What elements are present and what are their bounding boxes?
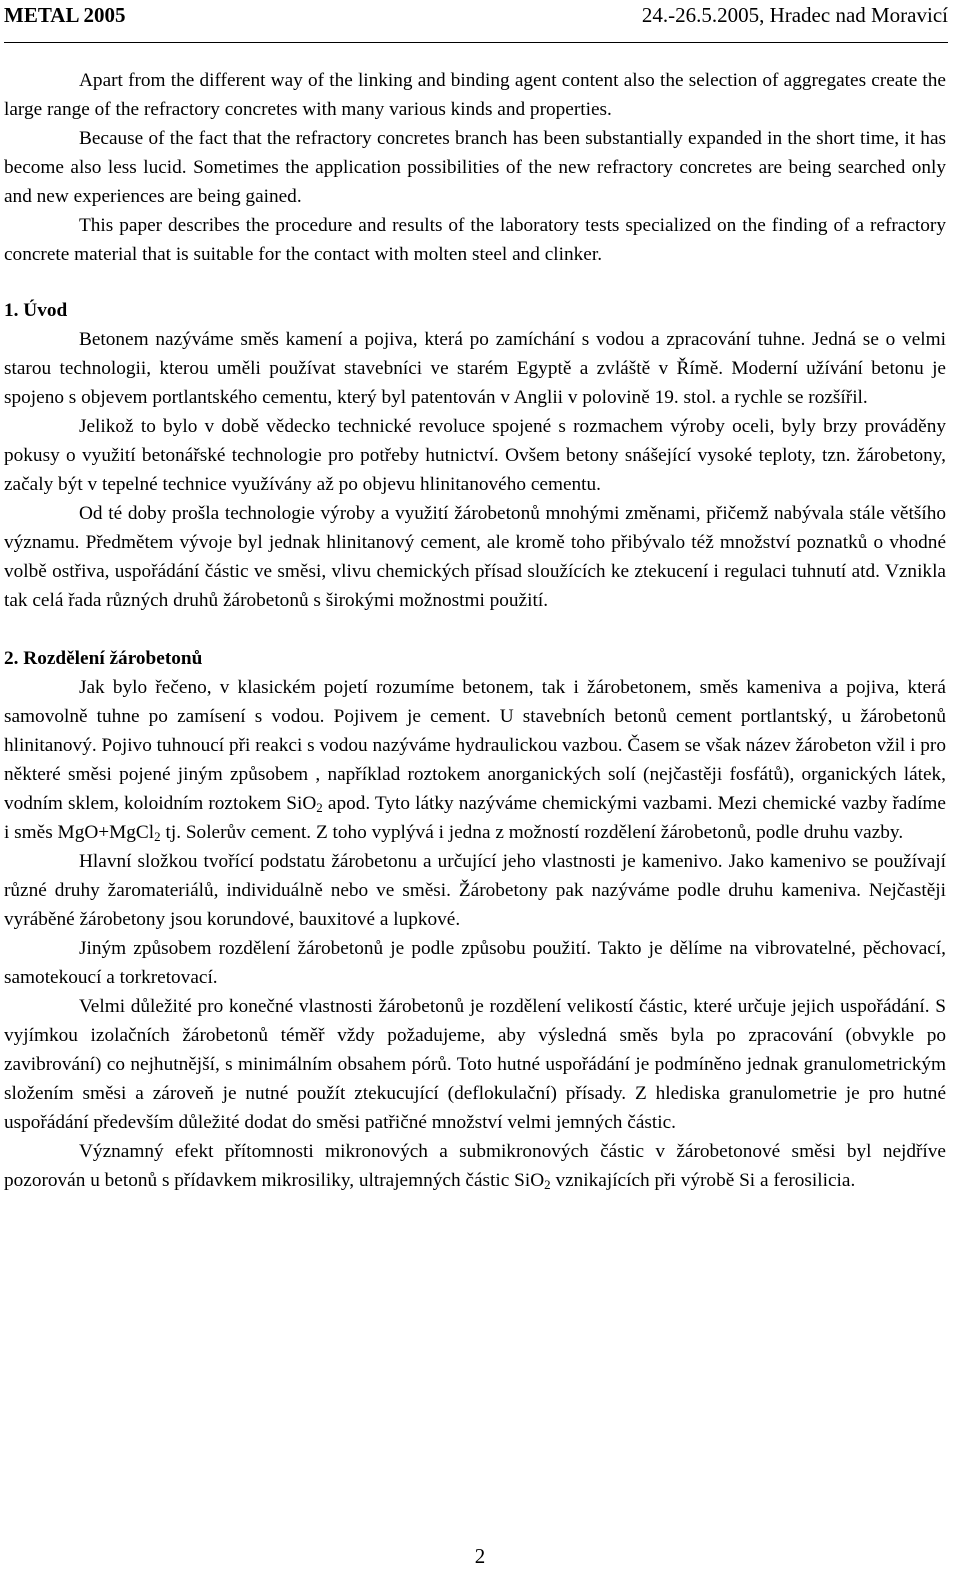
section-body xyxy=(4,673,946,1195)
paragraph: Od té doby prošla technologie výroby a využití žárobetonů mnohými změnami, přičemž nabývala stále většího významu. Předmětem vývoje byl jednak hlinitanový cement, ale kromě toho přibývalo též množství poznatků o vhodné volbě ostřiva, uspořádání částic ve směsi, vlivu chemických přísad sloužících ke ztekucení i regulaci tuhnutí atd. Vznikla tak celá řada různých druhů žárobetonů s širokými možnostmi použití. xyxy=(4,503,946,611)
paragraph: Jelikož to bylo v době vědecko technické revoluce spojené s rozmachem výroby oceli, byly brzy prováděny pokusy o využití betonářské technologie pro potřeby hutnictví. Ovšem betony snášející vysoké teploty, tzn. žárobetony, začaly být v tepelné technice využívány až po objevu hlinitanového cementu. xyxy=(4,416,946,495)
page-body xyxy=(4,66,946,1195)
abstract-section xyxy=(4,66,946,269)
conference-name: METAL 2005 xyxy=(4,3,126,27)
paragraph: Jiným způsobem rozdělení žárobetonů je podle způsobu použití. Takto je dělíme na vibrovatelné, pěchovací, samotekoucí a torkretovací. xyxy=(4,938,946,988)
header-divider xyxy=(4,42,948,43)
paragraph: Významný efekt přítomnosti mikronových a submikronových částic v žárobetonové směsi byl nejdříve pozorován u betonů s přídavkem mikrosiliky, ultrajemných částic SiO$_2$ vznikajících při výrobě Si a ferosilicia. xyxy=(4,1141,946,1192)
section-heading: 1. Úvod xyxy=(4,300,68,321)
paragraph: Jak bylo řečeno, v klasickém pojetí rozumíme betonem, tak i žárobetonem, směs kameniva a pojiva, která samovolně tuhne po zamísení s vodou. Pojivem je cement. U stavebních betonů cement portlantský, u žárobetonů hlinitanový. Pojivo tuhnoucí při reakci s vodou nazýváme hydraulickou vazbou. Časem se však název žárobeton vžil i pro některé směsi pojené jiným způsobem , například roztokem anorganických solí (nejčastěji fosfátů), organických látek, vodním sklem, koloidním roztokem SiO$_2$ apod. Tyto látky nazýváme chemickými vazbami. Mezi chemické vazby řadíme i směs MgO+MgCl$_2$ tj. Solerův cement. Z toho vyplývá i jedna z možností rozdělení žárobetonů, podle druhu vazby. xyxy=(4,677,946,844)
page-header xyxy=(4,0,948,34)
conference-date-place: 24.-26.5.2005, Hradec nad Moravicí xyxy=(641,3,948,27)
abstract-sentence: Because of the fact that the refractory concretes branch has been substantially expanded in the short time, it has become also less lucid. xyxy=(4,128,946,178)
abstract-paragraph xyxy=(4,124,946,211)
abstract-paragraph: Apart from the different way of the linking and binding agent content also the selection of aggregates create the large range of the refractory concretes with many various kinds and properties. xyxy=(4,70,946,120)
section-heading: 2. Rozdělení žárobetonů xyxy=(4,648,203,669)
paragraph: Betonem nazýváme směs kamení a pojiva, která po zamíchání s vodou a zpracování tuhne. Jedná se o velmi starou technologii, kterou uměli používat stavebníci ve starém Egyptě a zvláště v Římě. Moderní užívání betonu je spojeno s objevem portlantského cementu, který byl patentován v Anglii v polovině 19. stol. a rychle se rozšířil. xyxy=(4,329,946,408)
paragraph: Velmi důležité pro konečné vlastnosti žárobetonů je rozdělení velikostí částic, které určuje jejich uspořádání. S vyjímkou izolačních žárobetonů téměř vždy požadujeme, aby výsledná směs byla po zpracování (obvykle po zavibrování) co nejhutnější, s minimálním obsahem pórů. Toto hutné uspořádání je podmíněno jednak granulometrickým složením směsi a zároveň je nutné použít ztekucující (deflokulační) přísady. Z hlediska granulometrie je pro hutné uspořádání především důležité dodat do směsi patřičné množství velmi jemných částic. xyxy=(4,996,946,1133)
section-body xyxy=(4,325,946,615)
abstract-sentence: Sometimes the application possibilities of the new refractory concretes are being searched only and new experiences are being gained. xyxy=(4,157,946,207)
page-number: 2 xyxy=(474,1544,486,1568)
paragraph: Hlavní složkou tvořící podstatu žárobetonu a určující jeho vlastnosti je kamenivo. Jako kamenivo se používají různé druhy žaromateriálů, individuálně nebo ve směsi. Žárobetony pak nazýváme podle druhu kameniva. Nejčastěji vyráběné žárobetony jsou korundové, bauxitové a lupkové. xyxy=(4,851,946,930)
abstract-paragraph: This paper describes the procedure and results of the laboratory tests specialized on the finding of a refractory concrete material that is suitable for the contact with molten steel and clinker. xyxy=(4,215,946,265)
